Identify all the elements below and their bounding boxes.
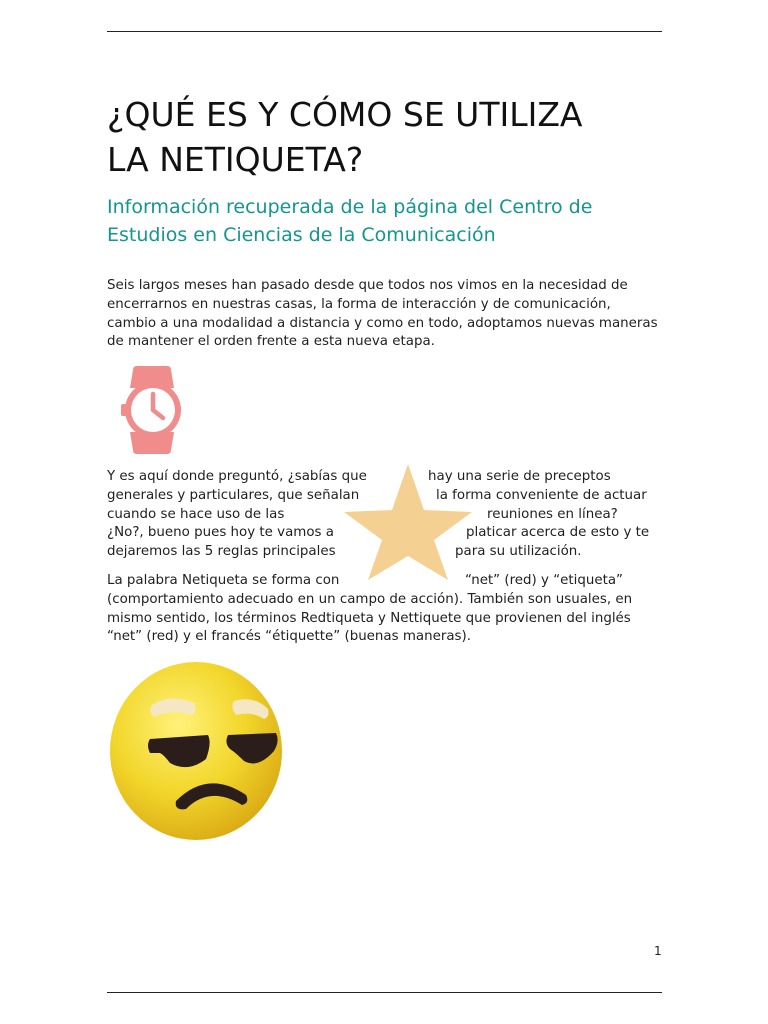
- p2-line-5a: dejaremos las 5 reglas principales: [107, 544, 336, 560]
- watch-icon: [121, 366, 185, 454]
- subtitle-line-1: Información recuperada de la página del Centro de: [107, 196, 593, 218]
- intro-paragraph: Seis largos meses han pasado desde que todos nos vimos en la necesidad de encerrarnos en nuestras casas, la forma de interacción y de comunicación, cambio a una modalidad a distancia y como en todo, adoptamos nuevas maneras de mantener el orden frente a esta nueva etapa.: [107, 278, 658, 350]
- unamused-face-emoji: [108, 661, 284, 841]
- title-line-1: ¿QUÉ ES Y CÓMO SE UTILIZA: [107, 95, 583, 134]
- title-line-2: LA NETIQUETA?: [107, 140, 364, 179]
- p2-line-1a: Y es aquí donde preguntó, ¿sabías que: [107, 469, 367, 484]
- p2-line-4a: ¿No?, bueno pues hoy te vamos a: [107, 525, 334, 541]
- p3-rest: (comportamiento adecuado en un campo de acción). También son usuales, en mismo sentido, los términos Redtiqueta y Nettiquete que provienen del inglés “net” (red) y el francés “étiquette” (buenas maneras).: [107, 591, 633, 645]
- p2-line-3b: reuniones en línea?: [487, 506, 618, 522]
- page-subtitle: [107, 193, 667, 249]
- p2-line-1b: hay una serie de preceptos: [428, 469, 611, 484]
- p2-line-2b: la forma conveniente de actuar: [436, 487, 647, 503]
- bottom-rule: [107, 992, 662, 993]
- p3-line-1a: La palabra Netiqueta se forma con: [107, 573, 340, 588]
- page-number: 1: [654, 944, 662, 958]
- p3-line-1b: “net” (red) y “etiqueta”: [465, 573, 623, 588]
- p2-line-2a: generales y particulares, que señalan: [107, 487, 360, 503]
- p2-line-5b: para su utilización.: [455, 544, 582, 560]
- p2-line-4b: platicar acerca de esto y te: [466, 525, 650, 541]
- p2-line-3a: cuando se hace uso de las: [107, 506, 285, 522]
- page-title: [107, 92, 667, 182]
- subtitle-line-2: Estudios en Ciencias de la Comunicación: [107, 224, 496, 246]
- top-rule: [107, 31, 662, 32]
